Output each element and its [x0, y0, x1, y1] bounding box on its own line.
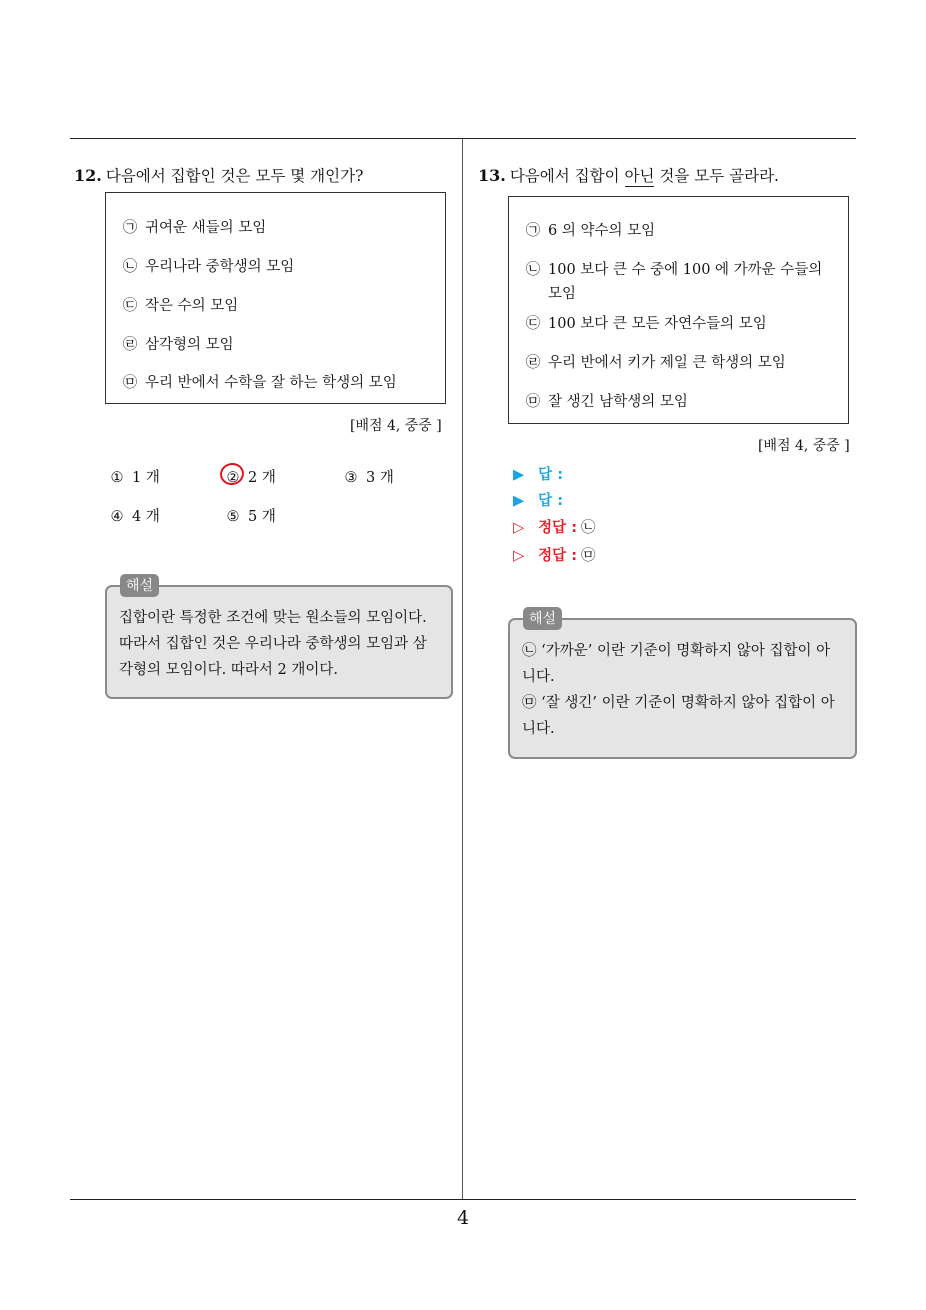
item-text: 100 보다 큰 모든 자연수들의 모임 — [548, 316, 767, 332]
correct-answer-label: 정답 : — [538, 520, 578, 536]
q13-item — [525, 351, 786, 375]
choice-marker: ② — [226, 470, 240, 486]
question-13-item-box — [508, 196, 849, 424]
q12-item — [122, 371, 397, 395]
explanation-line: ㉤ ‘잘 생긴’ 이란 기준이 명확하지 않아 집합이 아 — [522, 695, 835, 711]
question-12-heading — [74, 164, 363, 186]
question-12-item-box — [105, 192, 446, 404]
correct-answer-value: ㉡ — [581, 520, 596, 536]
question-13-score: [배점 4, 중중 ] — [758, 438, 850, 454]
answer-label: 답 : — [538, 467, 564, 483]
q12-item — [122, 294, 238, 318]
choice-marker: ③ — [344, 470, 358, 486]
item-marker: ㉤ — [525, 394, 541, 410]
choice-label: 2 개 — [248, 470, 276, 486]
item-text: 100 보다 큰 수 중에 100 에 가까운 수들의 — [548, 262, 823, 278]
choice-label: 4 개 — [132, 509, 160, 525]
choice-5[interactable] — [224, 505, 276, 526]
item-marker: ㉡ — [122, 259, 138, 275]
answer-label: 답 : — [538, 493, 564, 509]
question-12-text: 다음에서 집합인 것은 모두 몇 개인가? — [105, 167, 364, 185]
question-13-underlined-word: 아닌 — [624, 167, 655, 185]
item-marker: ㉢ — [122, 298, 138, 314]
answer-row[interactable] — [513, 463, 567, 484]
page-number: 4 — [456, 1207, 470, 1229]
explanation-text — [522, 638, 845, 742]
question-13-number: 13. — [478, 166, 506, 185]
item-text: 작은 수의 모임 — [145, 298, 239, 314]
correct-answer-row — [513, 516, 596, 537]
choice-marker: ⑤ — [226, 509, 240, 525]
q13-item — [525, 312, 767, 336]
item-marker: ㉣ — [122, 337, 138, 353]
item-text: 삼각형의 모임 — [145, 337, 234, 353]
explanation-line: ㉡ ‘가까운’ 이란 기준이 명확하지 않아 집합이 아 — [522, 643, 831, 659]
question-12-explanation — [105, 585, 453, 699]
q12-item — [122, 255, 294, 279]
outline-triangle-icon: ▷ — [513, 548, 525, 564]
item-text: 우리나라 중학생의 모임 — [145, 259, 295, 275]
question-13-text-after: 것을 모두 골라라. — [654, 167, 779, 185]
play-triangle-icon: ▶ — [513, 467, 525, 483]
item-text: 6 의 약수의 모임 — [548, 223, 656, 239]
choice-label: 3 개 — [366, 470, 394, 486]
q12-item — [122, 216, 266, 240]
q13-item — [525, 258, 822, 282]
item-text: 잘 생긴 남학생의 모임 — [548, 394, 688, 410]
item-marker: ㉠ — [122, 220, 138, 236]
explanation-line: 따라서 집합인 것은 우리나라 중학생의 모임과 삼 — [119, 636, 427, 652]
header-rule — [70, 138, 856, 139]
choice-marker: ④ — [110, 509, 124, 525]
footer-rule — [70, 1199, 856, 1200]
question-12-score: [배점 4, 중중 ] — [350, 418, 442, 434]
item-marker: ㉢ — [525, 316, 541, 332]
item-text: 귀여운 새들의 모임 — [145, 220, 267, 236]
explanation-text — [119, 605, 441, 683]
explanation-line: 니다. — [522, 669, 555, 685]
explanation-tag: 해설 — [120, 574, 159, 597]
item-marker: ㉣ — [525, 355, 541, 371]
choice-label: 5 개 — [248, 509, 276, 525]
choice-3[interactable] — [342, 466, 394, 487]
explanation-line: 니다. — [522, 721, 555, 737]
q13-item-continuation: 모임 — [548, 286, 577, 302]
choice-marker: ① — [110, 470, 124, 486]
q13-item — [525, 219, 655, 243]
item-marker: ㉠ — [525, 223, 541, 239]
item-marker: ㉤ — [122, 375, 138, 391]
choice-label: 1 개 — [132, 470, 160, 486]
play-triangle-icon: ▶ — [513, 493, 525, 509]
choice-1[interactable] — [108, 466, 160, 487]
item-text: 우리 반에서 키가 제일 큰 학생의 모임 — [548, 355, 786, 371]
choice-4[interactable] — [108, 505, 160, 526]
question-12-number: 12. — [74, 166, 102, 185]
question-13-text-before: 다음에서 집합이 — [509, 167, 625, 185]
column-divider — [462, 139, 463, 1200]
correct-answer-row — [513, 544, 596, 565]
q13-item — [525, 390, 688, 414]
correct-answer-value: ㉤ — [581, 548, 596, 564]
item-text: 우리 반에서 수학을 잘 하는 학생의 모임 — [145, 375, 397, 391]
answer-row[interactable] — [513, 489, 567, 510]
question-13-explanation — [508, 618, 857, 759]
explanation-tag: 해설 — [523, 607, 562, 630]
explanation-line: 집합이란 특정한 조건에 맞는 원소들의 모임이다. — [119, 610, 427, 626]
question-13-heading — [478, 164, 779, 186]
explanation-line: 각형의 모임이다. 따라서 2 개이다. — [119, 662, 338, 678]
outline-triangle-icon: ▷ — [513, 520, 525, 536]
q12-item — [122, 333, 234, 357]
correct-answer-label: 정답 : — [538, 548, 578, 564]
item-marker: ㉡ — [525, 262, 541, 278]
